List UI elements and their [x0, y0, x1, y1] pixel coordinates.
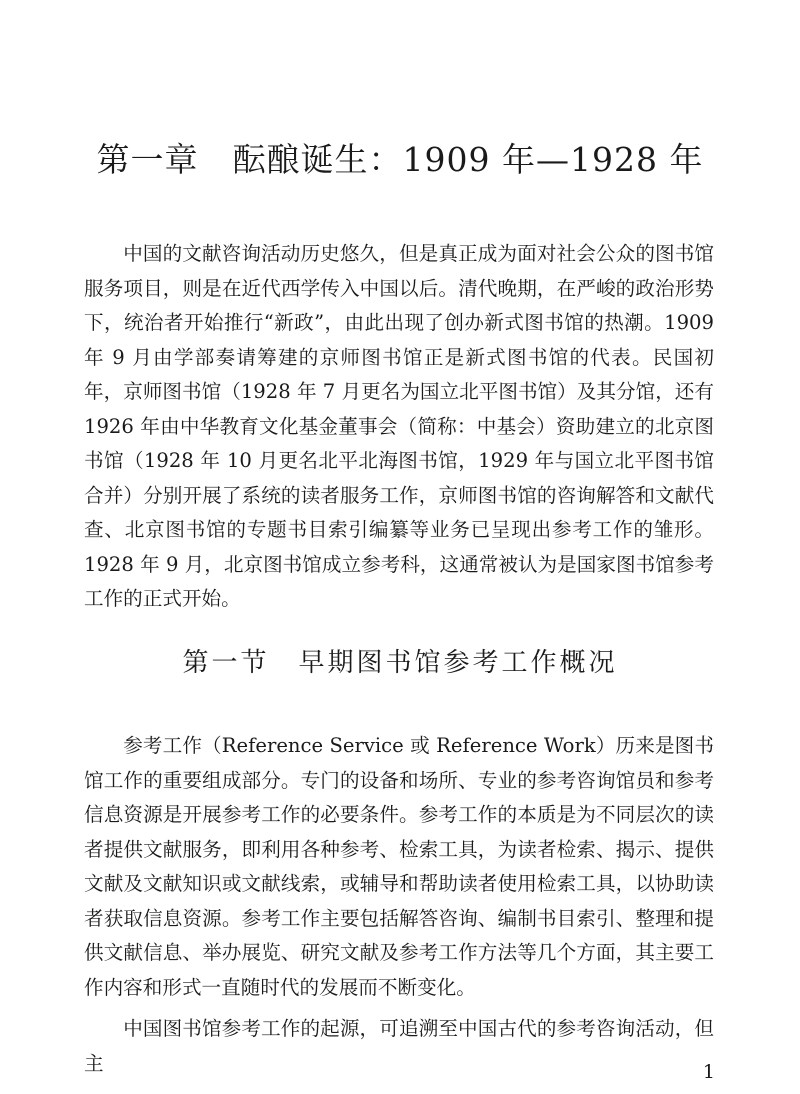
body-paragraph: 中国图书馆参考工作的起源，可追溯至中国古代的参考咨询活动，但主: [84, 1017, 714, 1075]
body-paragraph: 参考工作（Reference Service 或 Reference Work）历来是图书馆工作的重要组成部分。专门的设备和场所、专业的参考咨询馆员和参考信息资源是开展参考工作的必要条件。参考工作的本质是为不同层次的读者提供文献服务，即利用各种参考、检索工具，为读者检索、揭示、提供文献及文献知识或文献线索，或辅导和帮助读者使用检索工具，以协助读者获取信息资源。参考工作主要包括解答咨询、编制书目索引、整理和提供文献信息、举办展览、研究文献及参考工作方法等几个方面，其主要工作内容和形式一直随时代的发展而不断变化。: [84, 734, 714, 999]
section-title: 第一节 早期图书馆参考工作概况: [182, 648, 618, 678]
body-paragraph: 中国的文献咨询活动历史悠久，但是真正成为面对社会公众的图书馆服务项目，则是在近代西学传入中国以后。清代晚期，在严峻的政治形势下，统治者开始推行“新政”，由此出现了创办新式图书馆的热潮。1909 年 9 月由学部奏请筹建的京师图书馆正是新式图书馆的代表。民国初年，京师图书馆（1928 年 7 月更名为国立北平图书馆）及其分馆，还有 1926 年由中华教育文化基金董事会（简称：中基会）资助建立的北京图书馆（1928 年 10 月更名北平北海图书馆，1929 年与国立北平图书馆合并）分别开展了系统的读者服务工作，京师图书馆的咨询解答和文献代查、北京图书馆的专题书目索引编纂等业务已呈现出参考工作的雏形。1928 年 9 月，北京图书馆成立参考科，这通常被认为是国家图书馆参考工作的正式开始。: [84, 242, 714, 610]
page-number: 1: [702, 1061, 715, 1083]
chapter-title: 第一章 酝酿诞生：1909 年—1928 年: [96, 140, 704, 179]
